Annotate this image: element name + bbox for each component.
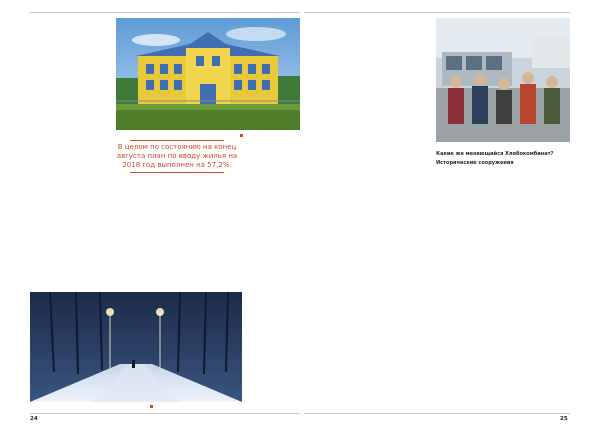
pullquote: В целом по состоянию на конец августа план по вводу жилья на 2018 год выполнен на 57,2%. [116, 143, 238, 169]
photo-yellow-building [116, 18, 300, 130]
photo-people-outdoor-image [436, 18, 570, 142]
right-page-number: 25 [560, 416, 568, 422]
right-column-4 [436, 148, 570, 406]
photo-yellow-building-image [116, 18, 300, 130]
photo-people-outdoor [436, 18, 570, 142]
left-column-2 [116, 178, 242, 288]
col4-subhead-2: Исторические сооружения [436, 160, 514, 167]
photo-night-park [30, 292, 242, 402]
caption-bullet [150, 405, 153, 408]
footer [0, 414, 600, 424]
right-column-3 [304, 148, 432, 406]
caption-bullet [240, 134, 243, 137]
right-header-rule [304, 12, 570, 13]
col4-subhead-1: Какие же меняющийся Хлебокомбинат? [436, 151, 554, 157]
left-header-rule [30, 12, 300, 13]
pullquote-rule-top [130, 140, 224, 141]
pullquote-rule-bottom [130, 172, 224, 173]
left-page-number: 24 [30, 416, 38, 422]
photo-top-caption [240, 132, 245, 137]
photo-night-park-image [30, 292, 242, 402]
photo-bottom-caption [150, 403, 155, 408]
